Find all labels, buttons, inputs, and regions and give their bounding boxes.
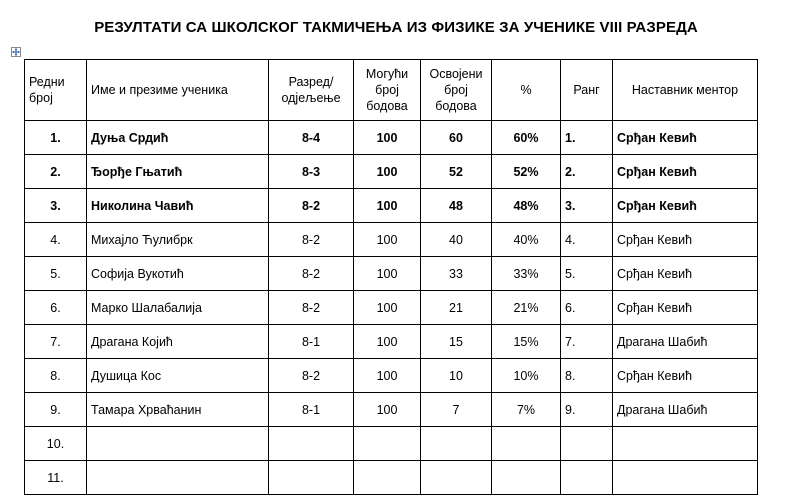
cell-student-name: Душица Кос (87, 359, 269, 393)
cell-mentor (613, 427, 758, 461)
table-row (25, 325, 758, 359)
cell-no: 7. (25, 325, 87, 359)
cell-mentor: Срђан Кевић (613, 223, 758, 257)
table-row (25, 155, 758, 189)
cell-percent: 33% (492, 257, 561, 291)
cell-no: 6. (25, 291, 87, 325)
cell-percent: 7% (492, 393, 561, 427)
cell-percent (492, 427, 561, 461)
cell-scored-points: 15 (421, 325, 492, 359)
col-header-max-points: Могући број бодова (354, 60, 421, 121)
cell-rank: 3. (561, 189, 613, 223)
cell-student-name: Тамара Хрваћанин (87, 393, 269, 427)
cell-no: 3. (25, 189, 87, 223)
cell-grade: 8-2 (269, 223, 354, 257)
cell-scored-points: 52 (421, 155, 492, 189)
cell-scored-points: 7 (421, 393, 492, 427)
table-row (25, 223, 758, 257)
table-row (25, 291, 758, 325)
cell-no: 11. (25, 461, 87, 495)
cell-rank (561, 427, 613, 461)
cell-max-points: 100 (354, 223, 421, 257)
cell-max-points: 100 (354, 393, 421, 427)
table-move-handle-icon[interactable] (11, 47, 21, 57)
move-arrows-icon (12, 48, 20, 56)
cell-mentor: Драгана Шабић (613, 325, 758, 359)
cell-scored-points: 40 (421, 223, 492, 257)
table-row (25, 121, 758, 155)
cell-scored-points: 10 (421, 359, 492, 393)
table-row (25, 393, 758, 427)
col-header-grade: Разред/ одјељење (269, 60, 354, 121)
cell-rank: 8. (561, 359, 613, 393)
cell-rank: 2. (561, 155, 613, 189)
cell-rank: 9. (561, 393, 613, 427)
cell-rank: 7. (561, 325, 613, 359)
cell-no: 4. (25, 223, 87, 257)
cell-mentor: Срђан Кевић (613, 359, 758, 393)
cell-scored-points: 48 (421, 189, 492, 223)
cell-percent: 52% (492, 155, 561, 189)
document-title: РЕЗУЛТАТИ СА ШКОЛСКОГ ТАКМИЧЕЊА ИЗ ФИЗИКЕ ЗА УЧЕНИКЕ VIII РАЗРЕДА (94, 19, 698, 36)
results-table (24, 59, 758, 495)
cell-no: 5. (25, 257, 87, 291)
table-row (25, 257, 758, 291)
cell-percent: 10% (492, 359, 561, 393)
cell-percent: 21% (492, 291, 561, 325)
cell-rank: 5. (561, 257, 613, 291)
cell-grade: 8-2 (269, 257, 354, 291)
cell-scored-points: 60 (421, 121, 492, 155)
cell-percent: 60% (492, 121, 561, 155)
cell-student-name: Михајло Ћулибрк (87, 223, 269, 257)
col-header-name: Име и презиме ученика (87, 60, 269, 121)
table-row (25, 189, 758, 223)
cell-grade: 8-2 (269, 291, 354, 325)
cell-max-points (354, 427, 421, 461)
cell-rank: 4. (561, 223, 613, 257)
cell-grade: 8-1 (269, 325, 354, 359)
cell-mentor: Драгана Шабић (613, 393, 758, 427)
cell-max-points: 100 (354, 325, 421, 359)
cell-max-points: 100 (354, 257, 421, 291)
header-row (25, 60, 758, 121)
cell-grade: 8-2 (269, 359, 354, 393)
cell-rank: 1. (561, 121, 613, 155)
cell-mentor: Срђан Кевић (613, 291, 758, 325)
cell-max-points: 100 (354, 291, 421, 325)
col-header-rank: Ранг (561, 60, 613, 121)
cell-no: 10. (25, 427, 87, 461)
cell-grade: 8-1 (269, 393, 354, 427)
cell-percent: 40% (492, 223, 561, 257)
cell-no: 8. (25, 359, 87, 393)
cell-student-name: Николина Чавић (87, 189, 269, 223)
cell-mentor: Срђан Кевић (613, 121, 758, 155)
col-header-no: Редни број (25, 60, 87, 121)
col-header-mentor: Наставник ментор (613, 60, 758, 121)
cell-grade: 8-3 (269, 155, 354, 189)
cell-student-name: Марко Шалабалија (87, 291, 269, 325)
cell-student-name: Дуња Срдић (87, 121, 269, 155)
cell-max-points: 100 (354, 189, 421, 223)
cell-grade (269, 427, 354, 461)
cell-no: 9. (25, 393, 87, 427)
cell-max-points: 100 (354, 359, 421, 393)
cell-student-name: Драгана Којић (87, 325, 269, 359)
cell-percent: 48% (492, 189, 561, 223)
cell-student-name: Софија Вукотић (87, 257, 269, 291)
cell-grade: 8-4 (269, 121, 354, 155)
col-header-scored-points: Освојени број бодова (421, 60, 492, 121)
cell-max-points: 100 (354, 155, 421, 189)
empty-table-row (25, 427, 758, 461)
cell-no: 2. (25, 155, 87, 189)
cell-mentor: Срђан Кевић (613, 257, 758, 291)
cell-no: 1. (25, 121, 87, 155)
cell-max-points: 100 (354, 121, 421, 155)
cell-scored-points: 21 (421, 291, 492, 325)
cell-student-name (87, 427, 269, 461)
table-row (25, 359, 758, 393)
cell-scored-points: 33 (421, 257, 492, 291)
cell-rank: 6. (561, 291, 613, 325)
col-header-percent: % (492, 60, 561, 121)
cell-scored-points (421, 427, 492, 461)
cell-mentor: Срђан Кевић (613, 189, 758, 223)
cell-mentor: Срђан Кевић (613, 155, 758, 189)
cell-percent: 15% (492, 325, 561, 359)
cell-grade: 8-2 (269, 189, 354, 223)
cell-student-name: Ђорђе Гњатић (87, 155, 269, 189)
